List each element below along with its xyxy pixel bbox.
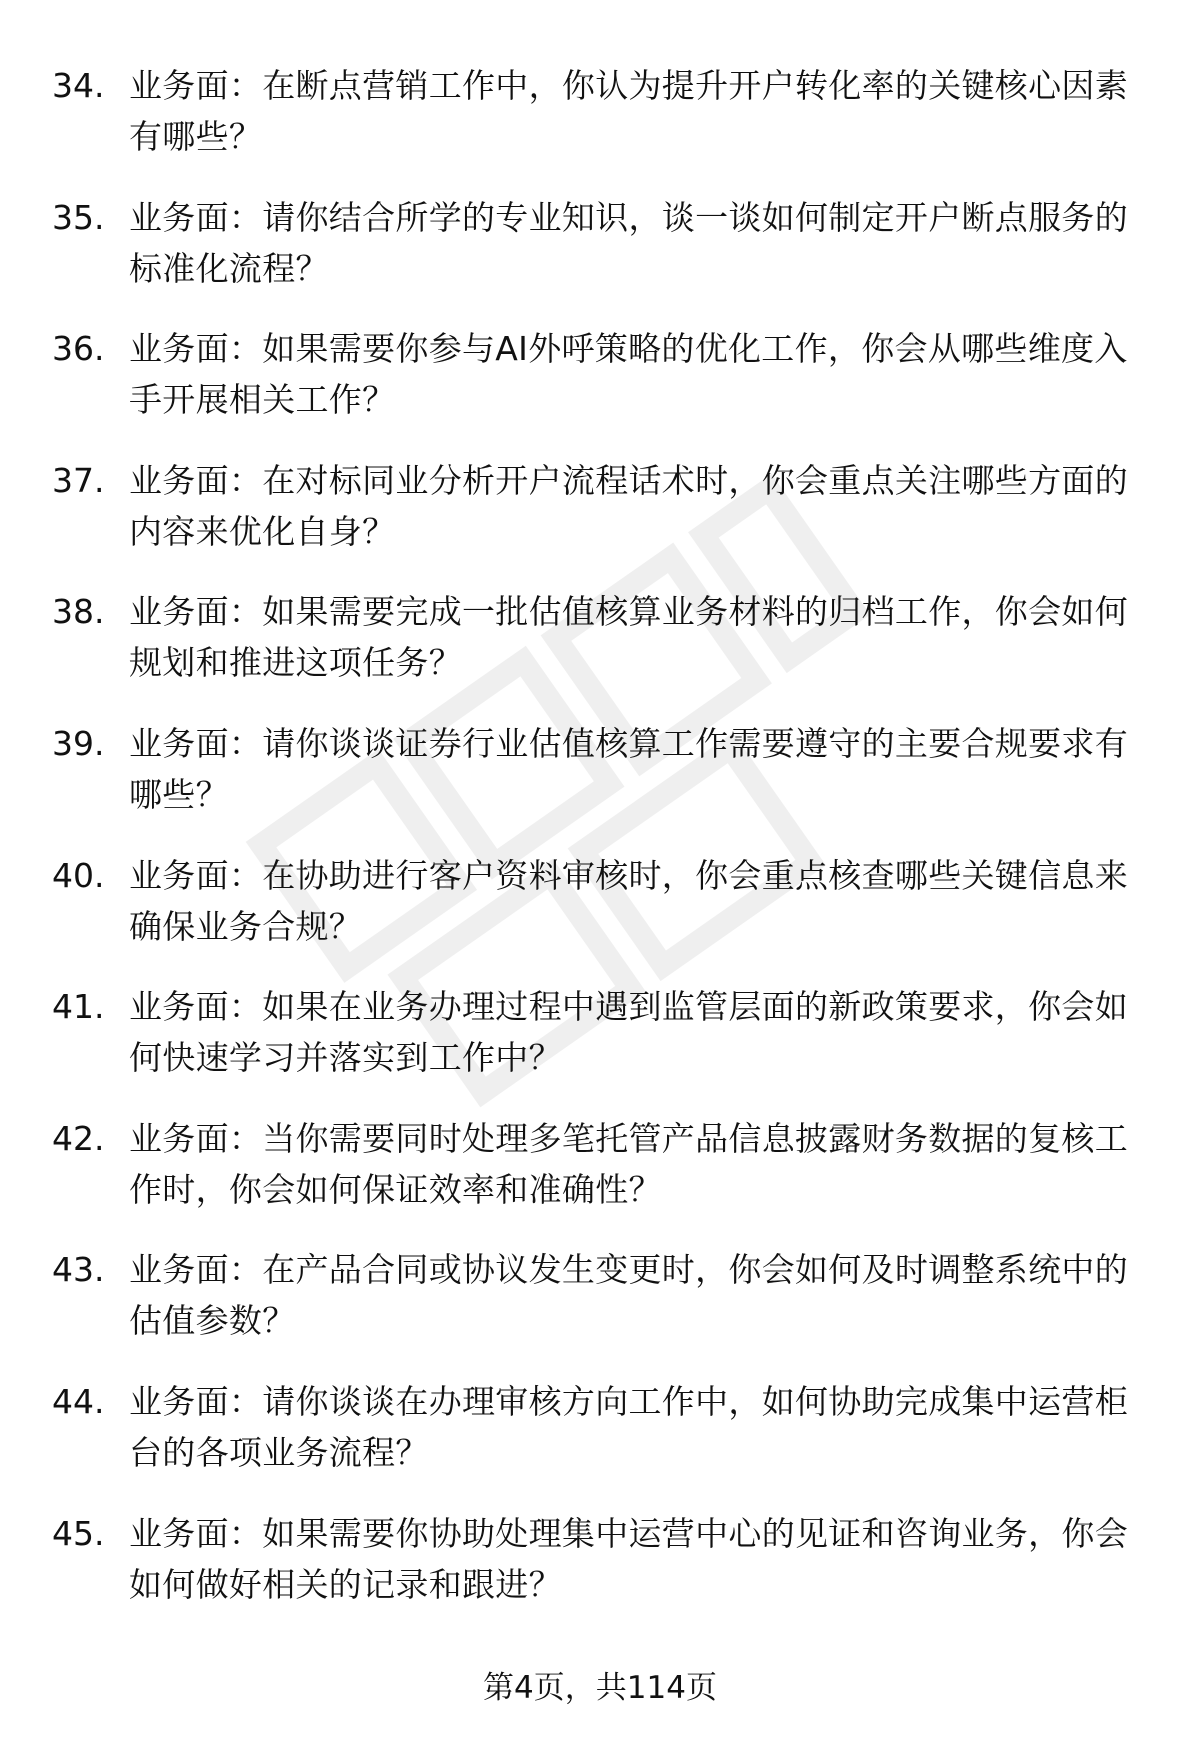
- question-text: 业务面：请你谈谈证券行业估值核算工作需要遵守的主要合规要求有哪些？: [129, 723, 1128, 814]
- question-item: [52, 981, 1152, 1113]
- question-text: 业务面：当你需要同时处理多笔托管产品信息披露财务数据的复核工作时，你会如何保证效率和准确性？: [129, 1118, 1128, 1209]
- question-text: 业务面：请你结合所学的专业知识，谈一谈如何制定开户断点服务的标准化流程？: [129, 197, 1128, 288]
- question-number: 37.: [52, 460, 105, 500]
- question-text: 业务面：请你谈谈在办理审核方向工作中，如何协助完成集中运营柜台的各项业务流程？: [129, 1381, 1128, 1472]
- question-number: 44.: [52, 1381, 105, 1421]
- question-number: 43.: [52, 1250, 105, 1290]
- question-text: 业务面：在产品合同或协议发生变更时，你会如何及时调整系统中的估值参数？: [129, 1250, 1128, 1341]
- question-number: 41.: [52, 987, 105, 1027]
- question-text: 业务面：如果需要你参与AI外呼策略的优化工作，你会从哪些维度入手开展相关工作？: [129, 329, 1128, 420]
- question-number: 39.: [52, 723, 105, 763]
- question-number: 45.: [52, 1513, 105, 1553]
- question-item: [52, 1376, 1152, 1508]
- question-text: 业务面：如果在业务办理过程中遇到监管层面的新政策要求，你会如何快速学习并落实到工作中？: [129, 987, 1128, 1078]
- question-number: 36.: [52, 329, 105, 369]
- question-list: [52, 60, 1152, 1639]
- question-text: 业务面：如果需要完成一批估值核算业务材料的归档工作，你会如何规划和推进这项任务？: [129, 592, 1128, 683]
- question-item: [52, 718, 1152, 850]
- question-item: [52, 323, 1152, 455]
- question-item: [52, 586, 1152, 718]
- question-item: [52, 1244, 1152, 1376]
- page-number-label: 第4页，共114页: [483, 1670, 717, 1706]
- question-number: 35.: [52, 197, 105, 237]
- question-number: 42.: [52, 1118, 105, 1158]
- question-number: 34.: [52, 66, 105, 105]
- question-text: 业务面：如果需要你协助处理集中运营中心的见证和咨询业务，你会如何做好相关的记录和跟进？: [129, 1513, 1128, 1604]
- question-text: 业务面：在断点营销工作中，你认为提升开户转化率的关键核心因素有哪些？: [129, 66, 1128, 156]
- page-footer: [0, 1668, 1200, 1708]
- question-number: 40.: [52, 855, 105, 895]
- question-item: [52, 1508, 1152, 1640]
- question-item: [52, 192, 1152, 324]
- question-number: 38.: [52, 592, 105, 632]
- question-text: 业务面：在对标同业分析开户流程话术时，你会重点关注哪些方面的内容来优化自身？: [129, 460, 1128, 551]
- question-item: [52, 1113, 1152, 1245]
- question-item: [52, 60, 1152, 192]
- question-item: [52, 850, 1152, 982]
- question-text: 业务面：在协助进行客户资料审核时，你会重点核查哪些关键信息来确保业务合规？: [129, 855, 1128, 946]
- question-item: [52, 455, 1152, 587]
